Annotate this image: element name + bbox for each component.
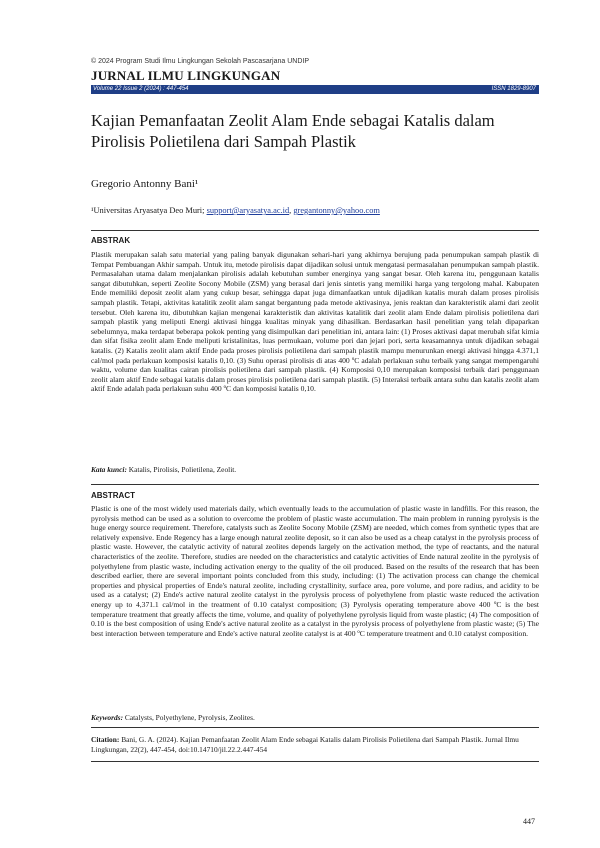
- email-separator: ,: [289, 206, 292, 215]
- journal-info-bar: [91, 85, 539, 94]
- email-link-support[interactable]: support@aryasatya.ac.id: [206, 206, 290, 215]
- abstract-keywords: [91, 713, 255, 722]
- affiliation-text: ¹Universitas Aryasatya Deo Muri;: [91, 206, 205, 215]
- volume-issue: Volume 22 Issue 2 (2024) : 447-454: [93, 86, 189, 92]
- keywords-values: Catalysts, Polyethylene, Pyrolysis, Zeolites.: [124, 713, 255, 722]
- copyright-line: © 2024 Program Studi Ilmu Lingkungan Sekolah Pascasarjana UNDIP: [91, 58, 309, 65]
- author-name: Gregorio Antonny Bani¹: [91, 178, 199, 190]
- abstrak-keywords: [91, 465, 236, 474]
- keywords-values: Katalis, Pirolisis, Polietilena, Zeolit.: [128, 465, 237, 474]
- citation: [91, 735, 539, 754]
- article-title: Kajian Pemanfaatan Zeolit Alam Ende sebagai Katalis dalam Pirolisis Polietilena dari Sampah Plastik: [91, 111, 495, 151]
- keywords-label: Kata kunci:: [91, 465, 127, 474]
- email-link-author[interactable]: gregantonny@yahoo.com: [293, 206, 380, 215]
- divider: [91, 761, 539, 762]
- divider: [91, 484, 539, 485]
- abstract-text: Plastic is one of the most widely used materials daily, which eventually leads to the accumulation of plastic waste in landfills. For this reason, the pyrolysis method can be used as a solution to overcome the problem of plastic waste accumulation. The main problem in running pyrolysis is the huge energy source requirement. Therefore, catalysts such as Zeolite Socony Mobile (ZSM) are needed, which comes from synthetic types that are relatively expensive. Ende Regency has a large enough natural zeolite deposit, so it can also be used as a cheap catalyst in the pyrolysis process of plastic waste. However, the catalytic activity of natural zeolites depends largely on the activation method, the type of reactants, and the natural characteristics of the zeolite. Therefore, studies are needed on the characteristics and catalytic activities of Ende natural zeolite in the pyrolysis of polyethylene from plastic waste, including activation energy to the quality of the oil produced. Based on the results of the research that has been described earlier, there are several important points concluded from this study, including: (1) The activation process can change the chemical properties and physical properties of Ende's natural zeolite, including crystallinity, surface area, pore volume, and pore radius, and acidity to be used as a catalyst; (2) Ende's active natural zeolite catalyst in the pyrolysis process of polyethylene from plastic waste reduced the activation energy up to 4,371.1 cal/mol in the treatment of 0.10 catalyst composition; (3) Pyrolysis operating temperature above 400 ºC is the best temperature treatment that greatly affects the time, volume, and quality of polyethylene pyrolysis liquid from waste plastic; (4) The composition of 0.10 is the best composition of using Ende's active natural zeolite as a catalyst in the pyrolysis process of polyethylene from plastic waste; (5) The best interaction between temperature and Ende's active natural zeolite catalyst is at 400 ºC temperature treatment and 0.10 catalyst composition.: [91, 504, 539, 638]
- divider: [91, 230, 539, 231]
- citation-text: Bani, G. A. (2024). Kajian Pemanfaatan Zeolit Alam Ende sebagai Katalis dalam Pirolisis Polietilena dari Sampah Plastik. Jurnal Ilmu Lingkungan, 22(2), 447-454, doi:10.14710/jil.22.2.447-454: [91, 735, 519, 754]
- abstrak-text: Plastik merupakan salah satu material yang paling banyak digunakan sehari-hari yang akhirnya berujung pada penumpukan sampah plastik di Tempat Pembuangan Akhir sampah. Untuk itu, metode pirolisis dapat dijadikan solusi untuk mengatasi permasalahan penumpukan sampah plastik. Permasalahan utama dalam menjalankan pirolisis adalah kebutuhan sumber energinya yang sangat besar. Oleh karena itu, penggunaan katalis sangat dibutuhkan, seperti Zeolite Socony Mobile (ZSM) yang berasal dari jenis sintetis yang memiliki harga yang tergolong mahal. Kabupaten Ende memiliki deposit zeolit alam yang cukup besar, sehingga dapat juga dimanfaatkan untuk dijadikan katalis murah dalam proses pirolisis sampah plastik. Tetapi, aktivitas katalitik zeolit alam sangat bergantung pada metode aktivasinya, jenis reaktan dan karakteristik alami dari zeolit tersebut. Oleh karena itu, dibutuhkan kajian mengenai karakteristik dan aktivitas katalitik dari zeolit alam Ende dalam pirolisis polietilena dari sampah plastik yang meliputi Energi aktivasi hingga kualitas minyak yang dihasilkan. Berdasarkan hasil penelitian yang telah dipaparkan sebelumnya, maka terdapat beberapa pokok penting yang disimpulkan dari penelitian ini, antara lain: (1) Proses aktivasi dapat merubah sifat kimia dan sifat fisika zeolit alam Ende meliputi kristalinitas, luas permukaan, volume pori dan jejari pori, serta keasamannya untuk dijadikan sebagai katalis. (2) Katalis zeolit alam aktif Ende pada proses pirolisis polietilena dari sampah plastik mampu menurunkan energi aktivasi hingga 4.371,1 cal/mol pada perlakuan komposisi katalis 0,10. (3) Suhu operasi pirolisis di atas 400 ºC adalah perlakuan suhu terbaik yang sangat mempengaruhi waktu, volume dan kualitas cairan pirolisis polietilena dari sampah plastik. (4) Komposisi 0,10 merupakan komposisi terbaik dari penggunaan zeolit alam aktif Ende sebagai katalis dalam proses pirolisis polietilena dari sampah plastik. (5) Interaksi terbaik antara suhu dan katalis zeolit alam aktif Ende adalah pada perlakuan suhu 400 ºC dan komposisi katalis 0,10.: [91, 250, 539, 394]
- affiliation: [91, 206, 380, 215]
- abstract-heading: ABSTRACT: [91, 491, 135, 500]
- abstrak-heading: ABSTRAK: [91, 236, 131, 245]
- divider: [91, 727, 539, 728]
- issn: ISSN 1829-8907: [491, 86, 536, 92]
- page-number: 447: [523, 817, 535, 826]
- keywords-label: Keywords:: [91, 713, 124, 722]
- journal-name: JURNAL ILMU LINGKUNGAN: [91, 68, 281, 83]
- citation-label: Citation:: [91, 735, 120, 744]
